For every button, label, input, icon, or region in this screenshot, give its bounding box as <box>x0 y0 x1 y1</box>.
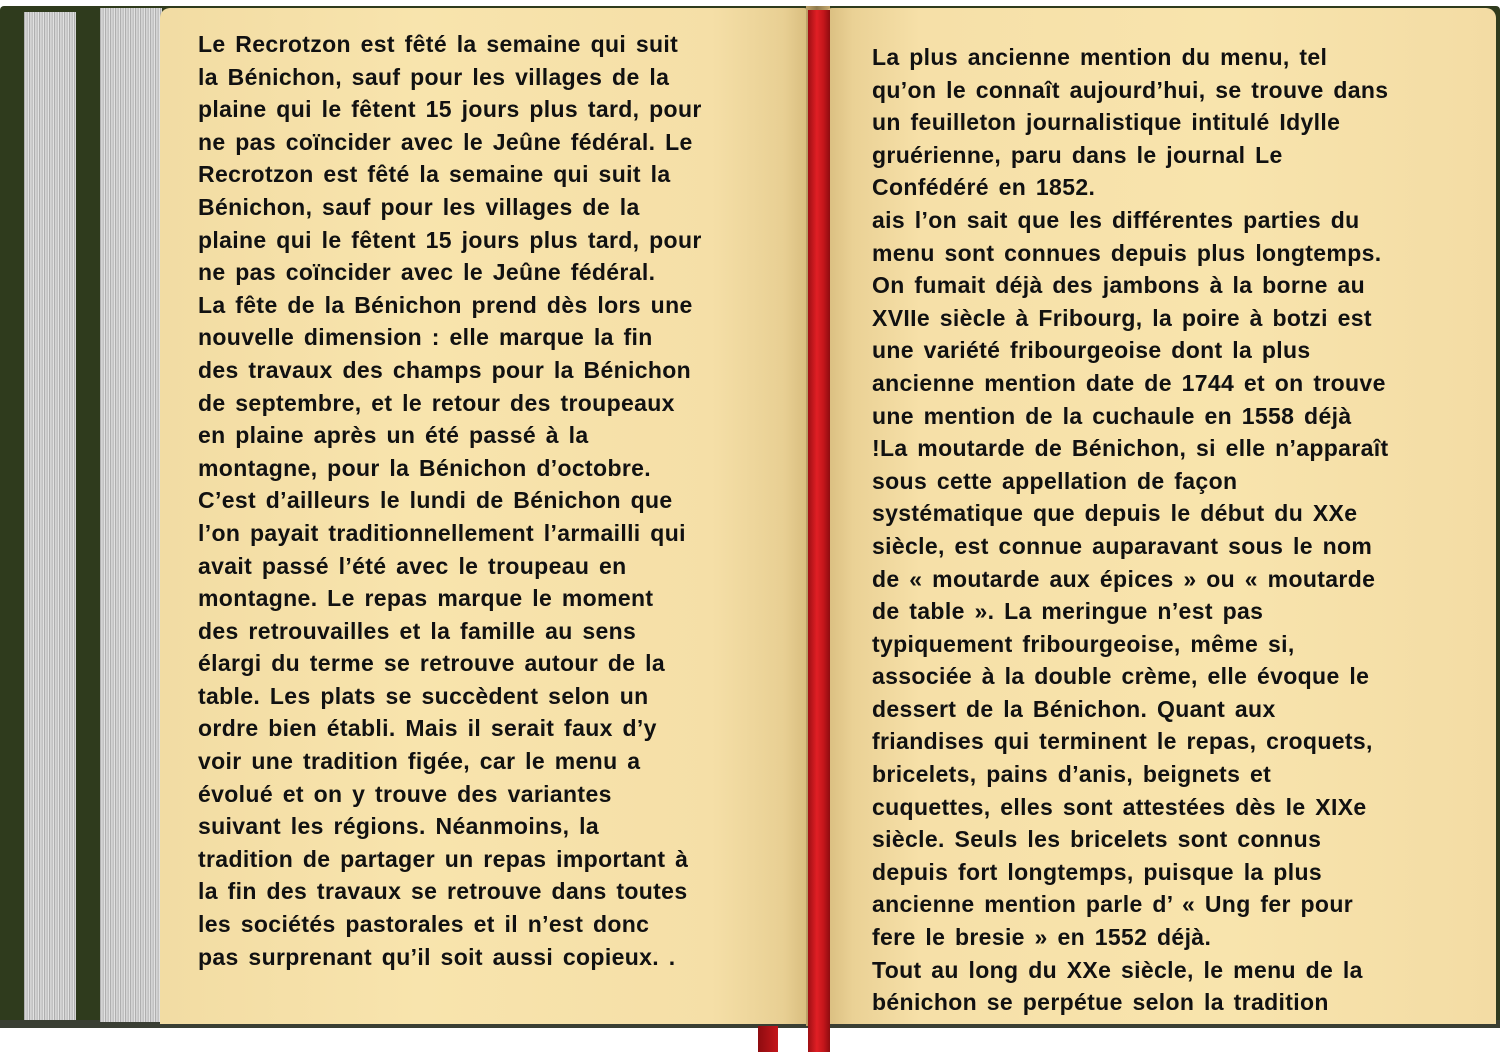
left-page-text: Le Recrotzon est fêté la semaine qui suit la Bénichon, sauf pour les villages de la plaine qui le fêtent 15 jours plus tard, pour ne pas coïncider avec le Jeûne fédéral. Le Recrotzon est fêté la semaine qui suit la Bénichon, sauf pour les villages de la plaine qui le fêtent 15 jours plus tard, pour ne pas coïncider avec le Jeûne fédéral. La fête de la Bénichon prend dès lors une nouvelle dimension : elle marque la fin des travaux des champs pour la Bénichon de septembre, et le retour des troupeaux en plaine après un été passé à la montagne, pour la Bénichon d’octobre. C’est d’ailleurs le lundi de Bénichon que l’on payait traditionnellement l’armailli qui avait passé l’été avec le troupeau en montagne. Le repas marque le moment des retrouvailles et la famille au sens élargi du terme se retrouve autour de la table. Les plats se succèdent selon un ordre bien établi. Mais il serait faux d’y voir une tradition figée, car le menu a évolué et on y trouve des variantes suivant les régions. Néanmoins, la tradition de partager un repas important à la fin des travaux se retrouve dans toutes les sociétés pastorales et il n’est donc pas surprenant qu’il soit aussi copieux. . <box>198 31 702 970</box>
page-edges-inner <box>100 8 162 1022</box>
left-page <box>160 8 810 1024</box>
bookmark-ribbon <box>808 10 830 1052</box>
bookmark-ribbon-tail <box>758 1026 778 1052</box>
right-page <box>826 8 1496 1024</box>
right-page-text: La plus ancienne mention du menu, tel qu’on le connaît aujourd’hui, se trouve dans un feuilleton journalistique intitulé Idylle gruérienne, paru dans le journal Le Confédéré en 1852. ais l’on sait que les différentes parties du menu sont connues depuis plus longtemps. On fumait déjà des jambons à la borne au XVIIe siècle à Fribourg, la poire à botzi est une variété fribourgeoise dont la plus ancienne mention date de 1744 et on trouve une mention de la cuchaule en 1558 déjà !La moutarde de Bénichon, si elle n’apparaît sous cette appellation de façon systématique que depuis le début du XXe siècle, est connue auparavant sous le nom de « moutarde aux épices » ou « moutarde de table ». La meringue n’est pas typiquement fribourgeoise, même si, associée à la double crème, elle évoque le dessert de la Bénichon. Quant aux friandises qui terminent le repas, croquets, bricelets, pains d’anis, beignets et cuquettes, elles sont attestées dès le XIXe siècle. Seuls les bricelets sont connus depuis fort longtemps, puisque la plus ancienne mention parle d’ « Ung fer pour fere le bresie » en 1552 déjà. Tout au long du XXe siècle, le menu de la bénichon se perpétue selon la tradition <box>872 44 1389 1016</box>
page-edges-outer <box>24 12 76 1020</box>
